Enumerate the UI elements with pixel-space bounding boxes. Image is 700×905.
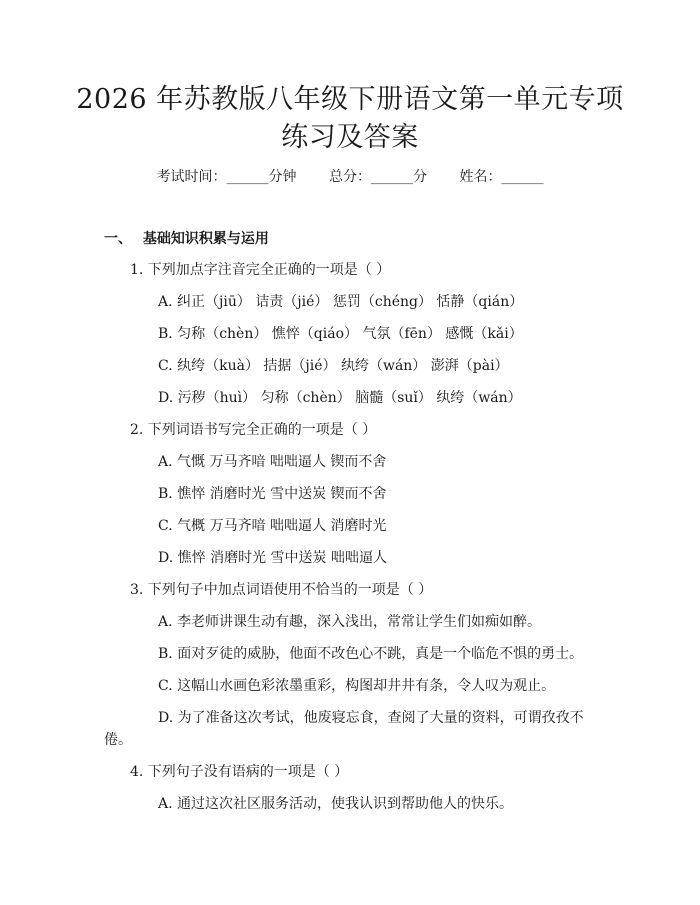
section-title: 基础知识积累与运用 xyxy=(142,231,269,247)
question-3-option-c: C. 这幅山水画色彩浓墨重彩，构图却井井有条，令人叹为观止。 xyxy=(158,678,556,694)
question-2-option-c: C. 气概 万马齐喑 咄咄逼人 消磨时光 xyxy=(158,518,387,534)
question-2-stem: 2. 下列词语书写完全正确的一项是（ ） xyxy=(130,422,377,438)
document-title-line-1: 2026 年苏教版八年级下册语文第一单元专项 xyxy=(76,84,624,115)
exam-meta xyxy=(0,166,700,188)
question-3-option-d: D. 为了准备这次考试，他废寝忘食，查阅了大量的资料，可谓孜孜不 xyxy=(158,710,584,726)
question-2-option-a: A. 气慨 万马齐喑 咄咄逼人 锲而不舍 xyxy=(158,454,387,470)
question-2-option-d: D. 憔悴 消磨时光 雪中送炭 咄咄逼人 xyxy=(158,550,387,566)
student-name: 姓名：______ xyxy=(459,169,544,185)
section-heading xyxy=(104,228,269,250)
exam-score: 总分：______分 xyxy=(329,169,427,185)
question-2-option-b: B. 憔悴 消磨时光 雪中送炭 锲而不舍 xyxy=(158,486,387,502)
question-4-option-a: A. 通过这次社区服务活动，使我认识到帮助他人的快乐。 xyxy=(158,796,514,812)
question-4-stem: 4. 下列句子没有语病的一项是（ ） xyxy=(130,764,349,780)
question-1-option-b: B. 匀称（chèn） 憔悴（qiáo） 气氛（fēn） 感慨（kǎi） xyxy=(158,326,523,342)
question-1-option-d: D. 污秽（huì） 匀称（chèn） 脑髓（suǐ） 纨绔（wán） xyxy=(158,390,522,406)
question-3-option-d-continued: 倦。 xyxy=(104,732,132,748)
question-1-option-c: C. 纨绔（kuà） 拮据（jié） 纨绔（wán） 澎湃（pài） xyxy=(158,358,509,374)
exam-time: 考试时间：______分钟 xyxy=(156,169,297,185)
section-number: 一、 xyxy=(104,231,132,247)
question-3-stem: 3. 下列句子中加点词语使用不恰当的一项是（ ） xyxy=(130,582,433,598)
question-1-option-a: A. 纠正（jiū） 诘责（jié） 惩罚（chéng） 恬静（qián） xyxy=(158,294,524,310)
question-1-stem: 1. 下列加点字注音完全正确的一项是（ ） xyxy=(130,262,391,278)
document-title-line-2: 练习及答案 xyxy=(281,122,419,153)
question-3-option-b: B. 面对歹徒的威胁，他面不改色心不跳，真是一个临危不惧的勇士。 xyxy=(158,646,584,662)
question-3-option-a: A. 李老师讲课生动有趣，深入浅出，常常让学生们如痴如醉。 xyxy=(158,614,542,630)
